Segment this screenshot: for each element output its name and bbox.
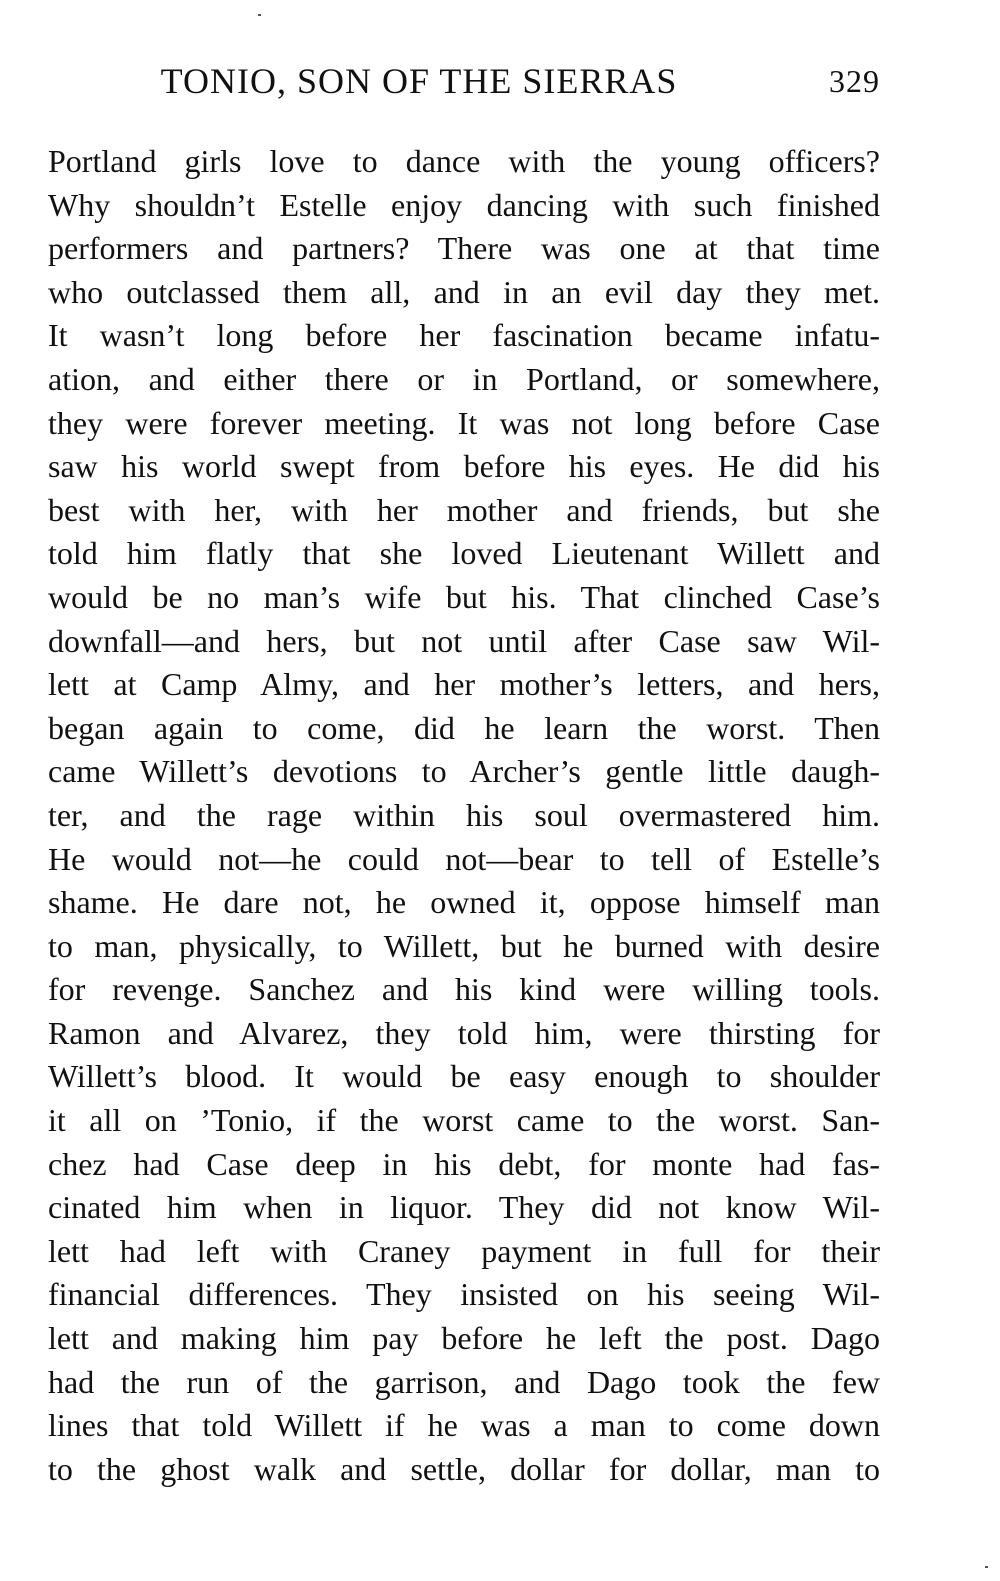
text-line: ation, and either there or in Portland, or somewhere,: [48, 360, 880, 397]
page-number: 329: [829, 63, 880, 99]
text-line: lett at Camp Almy, and her mother’s letters, and hers,: [48, 666, 880, 703]
text-line: cinated him when in liquor. They did not know Wil-: [48, 1189, 880, 1226]
text-line: told him flatly that she loved Lieutenant Willett and: [48, 535, 880, 572]
text-line: lett and making him pay before he left the post. Dago: [48, 1320, 880, 1357]
text-line: Willett’s blood. It would be easy enough to shoulder: [48, 1058, 880, 1095]
text-line: it all on ’Tonio, if the worst came to the worst. San-: [48, 1102, 880, 1139]
print-speck: [258, 14, 261, 16]
text-line: saw his world swept from before his eyes. He did his: [48, 448, 880, 485]
text-line: shame. He dare not, he owned it, oppose himself man: [48, 884, 880, 921]
running-title: TONIO, SON OF THE SIERRAS: [160, 61, 678, 101]
text-line: ter, and the rage within his soul overmastered him.: [48, 796, 880, 833]
body-text: [48, 140, 880, 1491]
text-line: downfall—and hers, but not until after Case saw Wil-: [48, 622, 880, 659]
text-line: Why shouldn’t Estelle enjoy dancing with such finished: [48, 186, 880, 223]
text-line: came Willett’s devotions to Archer’s gentle little daugh-: [48, 753, 880, 790]
text-line: financial differences. They insisted on his seeing Wil-: [48, 1276, 880, 1313]
text-line: had the run of the garrison, and Dago took the few: [48, 1363, 880, 1400]
text-line: would be no man’s wife but his. That clinched Case’s: [48, 578, 880, 615]
print-speck: [985, 1566, 988, 1568]
text-line: Portland girls love to dance with the young officers?: [48, 143, 880, 179]
text-line: It wasn’t long before her fascination became infatu-: [48, 317, 880, 354]
text-line: they were forever meeting. It was not long before Case: [48, 404, 880, 441]
text-line: to the ghost walk and settle, dollar for dollar, man to: [48, 1450, 880, 1487]
text-line: for revenge. Sanchez and his kind were willing tools.: [48, 971, 880, 1008]
text-line: Ramon and Alvarez, they told him, were thirsting for: [48, 1014, 880, 1051]
text-line: began again to come, did he learn the worst. Then: [48, 709, 880, 746]
running-head: [48, 58, 880, 104]
text-line: to man, physically, to Willett, but he burned with desire: [48, 927, 880, 964]
text-line: performers and partners? There was one at that time: [48, 230, 880, 267]
text-line: lett had left with Craney payment in full for their: [48, 1232, 880, 1269]
text-line: He would not—he could not—bear to tell of Estelle’s: [48, 840, 880, 877]
text-line: best with her, with her mother and friends, but she: [48, 491, 880, 528]
text-line: lines that told Willett if he was a man to come down: [48, 1407, 880, 1444]
text-line: chez had Case deep in his debt, for monte had fas-: [48, 1145, 880, 1182]
text-line: who outclassed them all, and in an evil day they met.: [48, 273, 880, 310]
